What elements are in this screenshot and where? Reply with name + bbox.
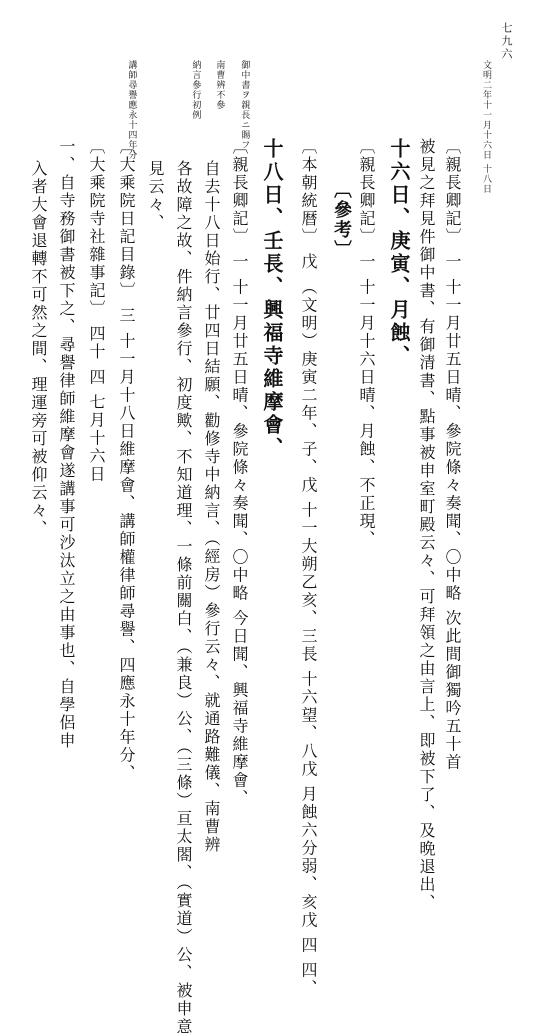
text-column-7: 十八日、壬長、興福寺維摩會、: [260, 138, 284, 460]
text-column-6: 〔本朝統暦〕 戊 （文明）庚寅二年、子、戊 十一大朔乙亥、三長 十六望、八戊 月蝕六分弱、亥戊 四 四、: [299, 138, 318, 998]
running-header: 文明二年十一月十六日 十八日: [481, 60, 491, 194]
text-column-3: 十六日、庚寅、月蝕、: [387, 138, 411, 368]
marginal-note-4: 講師尋譽應永十四年分: [126, 60, 137, 160]
text-column-5: 〔參考〕: [331, 180, 352, 260]
text-column-10: 各故障之故、件納言參行、初度歟、不知道理、一條前關白、（兼良）公、（三條）亘太閤、（實道）公、被申意: [174, 160, 193, 1036]
text-column-9: 自去十八日始行、廿四日結願、勸修寺中納言、（經房）參行云々、就通路難儀、南曹辨: [202, 160, 221, 854]
text-column-13: 〔大乘院寺社雜事記〕 四十 四 七月十六日: [87, 138, 106, 484]
marginal-note-3: 納言參行初例: [190, 60, 201, 120]
marginal-note-1: 御中書ヲ親長ニ賜フ: [239, 60, 250, 150]
page-number: 七九六: [500, 22, 513, 61]
text-column-11: 見云々、: [146, 160, 165, 232]
text-column-2: 被見之拜見件御中書、有御清書、點事被申室町殿云々、可拜領之由言上、即被下了、及晩退出、: [417, 138, 436, 912]
text-column-4: 〔親長卿記〕 一 十一月十六日晴、月蝕、不正現、: [357, 138, 376, 549]
text-column-12: 〔大乘院日記目錄〕 三 十一月十八日維摩會、講師權律師尋譽、四應永十年分、: [117, 138, 136, 783]
text-column-15: 入者大會退轉不可然之間、理運旁可被仰云々、: [29, 160, 48, 538]
text-column-8: 〔親長卿記〕 一 十一月廿五日晴、參院條々奏聞、〇中略 今日聞、興福寺維摩會、: [230, 138, 249, 808]
text-column-1: 〔親長卿記〕 一 十一月廿五日晴、參院條々奏聞、〇中略 次此間御獨吟五十首: [443, 138, 462, 772]
marginal-note-2: 南曹辨不參: [214, 60, 225, 110]
text-column-14: 一、自寺務御書被下之、尋譽律師維摩會遂講事可沙汰立之由事也、自學侶申: [57, 138, 76, 750]
